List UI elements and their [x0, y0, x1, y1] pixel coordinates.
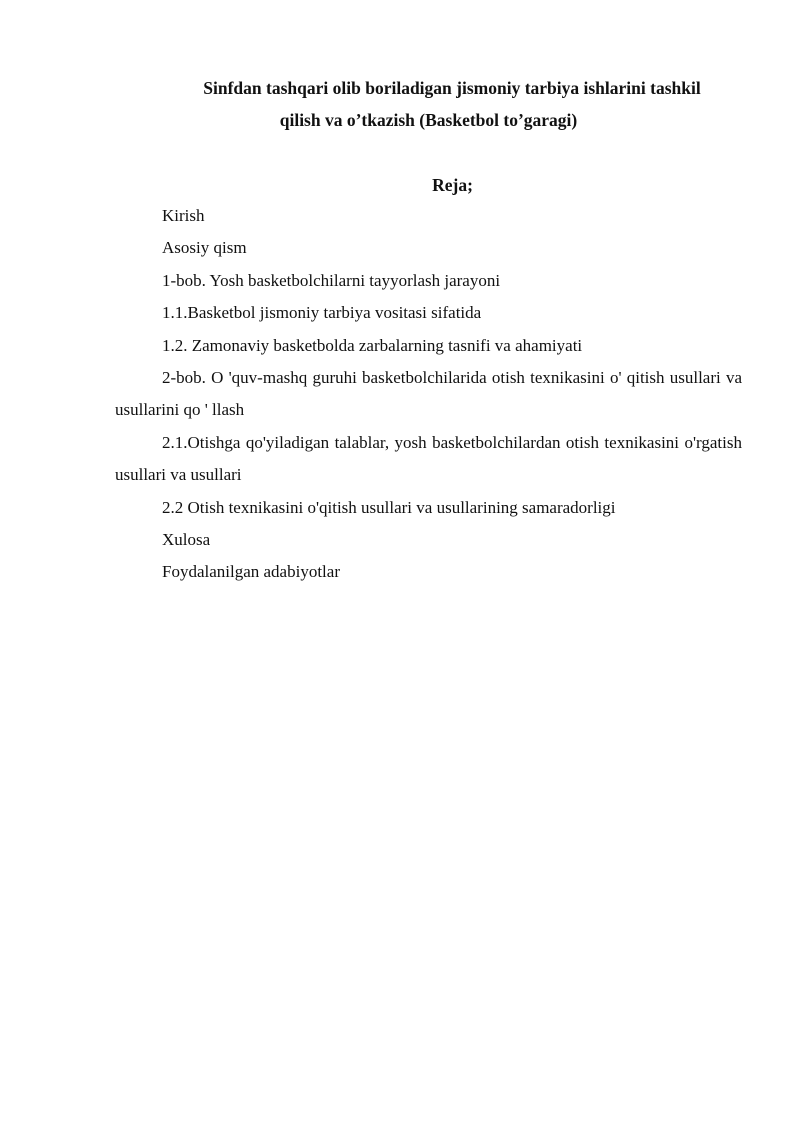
toc-item-chapter-2: 2-bob. O 'quv-mashq guruhi basketbolchilarida otish texnikasini o' qitish usullari va usullarini qo ' llash	[115, 368, 742, 420]
toc-item-chapter-1: 1-bob. Yosh basketbolchilarni tayyorlash jarayoni	[162, 270, 501, 290]
toc-item-section-1-2: 1.2. Zamonaviy basketbolda zarbalarning tasnifi va ahamiyati	[162, 335, 583, 355]
toc-item-section-1-1: 1.1.Basketbol jismoniy tarbiya vositasi sifatida	[162, 303, 482, 323]
toc-item-main-part: Asosiy qism	[162, 238, 247, 258]
toc-item-section-2-1: 2.1.Otishga qo'yiladigan talablar, yosh basketbolchilardan otish texnikasini o'rgatish usullari va usullari	[115, 432, 742, 485]
toc-item-introduction: Kirish	[162, 206, 205, 225]
document-title	[115, 72, 742, 136]
table-of-contents	[115, 200, 742, 589]
document-title-line-2: qilish va o’tkazish (Basketbol to’garagi)	[279, 110, 578, 130]
plan-heading: Reja;	[432, 175, 473, 195]
document-title-line-1: Sinfdan tashqari olib boriladigan jismoniy tarbiya ishlarini tashkil	[203, 78, 701, 98]
toc-item-conclusion: Xulosa	[162, 530, 211, 550]
toc-item-section-2-2: 2.2 Otish texnikasini o'qitish usullari va usullarining samaradorligi	[162, 497, 616, 517]
toc-item-references: Foydalanilgan adabiyotlar	[162, 562, 340, 582]
